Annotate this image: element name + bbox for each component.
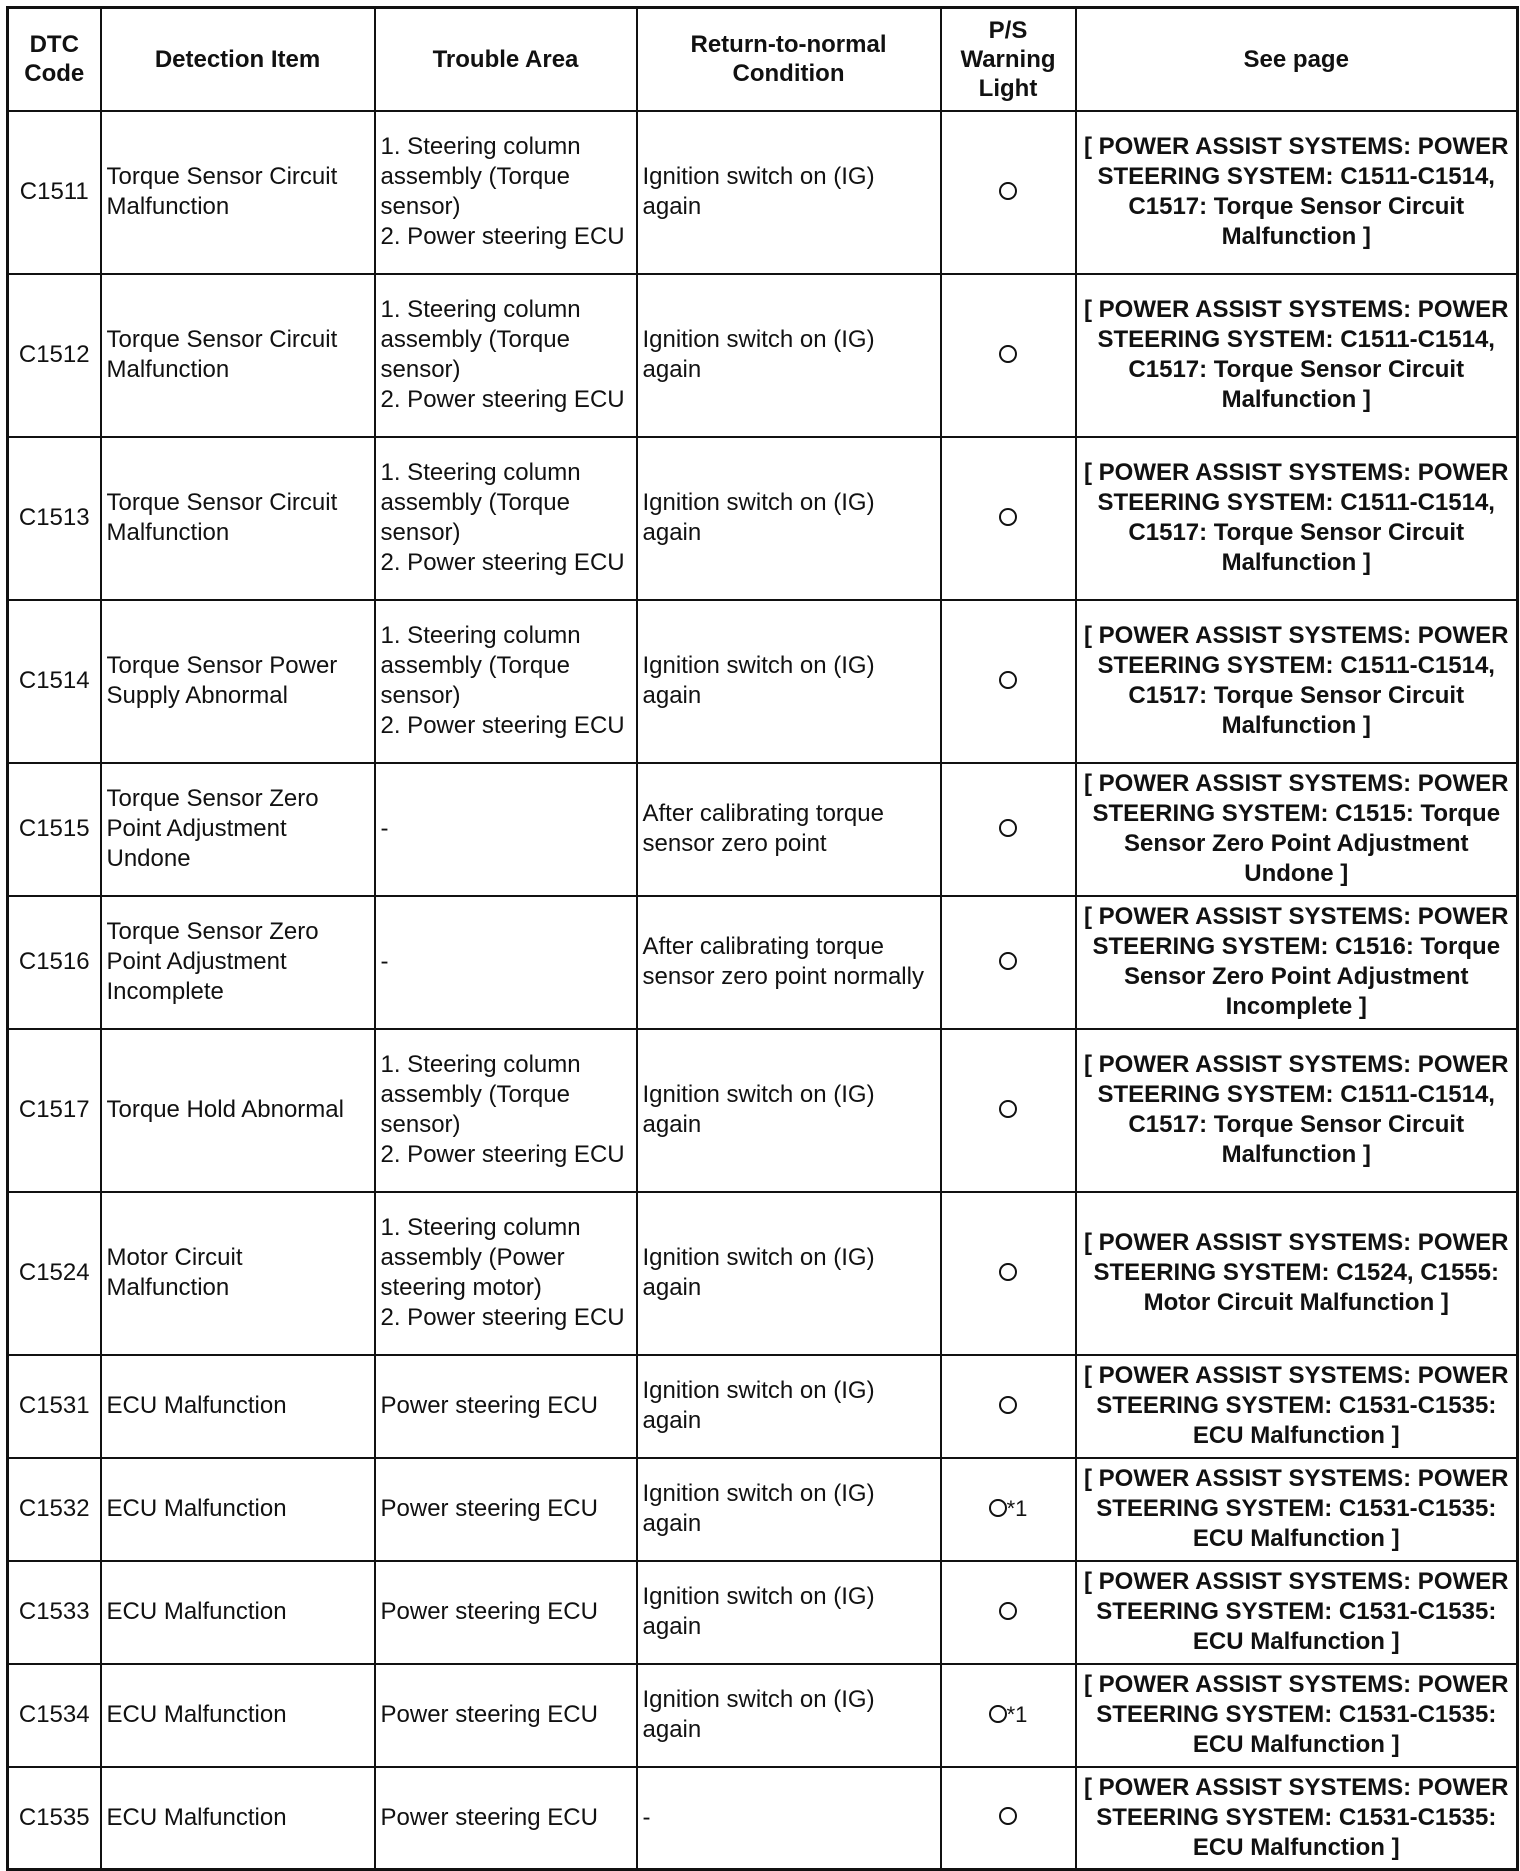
dtc-code-cell: C1531: [8, 1355, 101, 1458]
see-page-reference: [ POWER ASSIST SYSTEMS: POWER STEERING SYSTEM: C1531-C1535: ECU Malfunction ]: [1076, 1561, 1518, 1664]
see-page-reference: [ POWER ASSIST SYSTEMS: POWER STEERING SYSTEM: C1516: Torque Sensor Zero Point Adjustment Incomplete ]: [1076, 896, 1518, 1029]
warning-light-cell: [941, 763, 1076, 896]
see-page-reference: [ POWER ASSIST SYSTEMS: POWER STEERING SYSTEM: C1511-C1514, C1517: Torque Sensor Circuit Malfunction ]: [1076, 1029, 1518, 1192]
dtc-table: [6, 6, 1519, 1871]
warning-light-cell: [941, 1664, 1076, 1767]
warning-light-note: *1: [1006, 1702, 1028, 1727]
warning-light-on-icon: [999, 952, 1017, 970]
see-page-reference: [ POWER ASSIST SYSTEMS: POWER STEERING SYSTEM: C1531-C1535: ECU Malfunction ]: [1076, 1355, 1518, 1458]
return-condition-cell: Ignition switch on (IG) again: [637, 111, 941, 274]
warning-light-on-icon: [999, 182, 1017, 200]
trouble-area-cell: Power steering ECU: [375, 1561, 637, 1664]
trouble-area-cell: Power steering ECU: [375, 1767, 637, 1870]
return-condition-cell: -: [637, 1767, 941, 1870]
table-row: [8, 1355, 1518, 1458]
see-page-reference: [ POWER ASSIST SYSTEMS: POWER STEERING SYSTEM: C1531-C1535: ECU Malfunction ]: [1076, 1767, 1518, 1870]
warning-light-cell: [941, 1561, 1076, 1664]
detection-item-cell: ECU Malfunction: [101, 1767, 375, 1870]
detection-item-cell: ECU Malfunction: [101, 1458, 375, 1561]
table-row: [8, 1029, 1518, 1192]
detection-item-cell: Torque Sensor Zero Point Adjustment Incomplete: [101, 896, 375, 1029]
return-condition-cell: Ignition switch on (IG) again: [637, 1664, 941, 1767]
table-row: [8, 1664, 1518, 1767]
detection-item-cell: ECU Malfunction: [101, 1664, 375, 1767]
dtc-code-cell: C1513: [8, 437, 101, 600]
dtc-code-cell: C1517: [8, 1029, 101, 1192]
dtc-code-cell: C1511: [8, 111, 101, 274]
trouble-area-cell: 1. Steering column assembly (Torque sensor) 2. Power steering ECU: [375, 111, 637, 274]
see-page-reference: [ POWER ASSIST SYSTEMS: POWER STEERING SYSTEM: C1511-C1514, C1517: Torque Sensor Circuit Malfunction ]: [1076, 274, 1518, 437]
warning-light-on-icon: [999, 1100, 1017, 1118]
see-page-reference: [ POWER ASSIST SYSTEMS: POWER STEERING SYSTEM: C1531-C1535: ECU Malfunction ]: [1076, 1664, 1518, 1767]
warning-light-on-icon: [999, 1602, 1017, 1620]
warning-light-on-icon: [999, 508, 1017, 526]
warning-light-cell: [941, 600, 1076, 763]
see-page-reference: [ POWER ASSIST SYSTEMS: POWER STEERING SYSTEM: C1524, C1555: Motor Circuit Malfunction ]: [1076, 1192, 1518, 1355]
detection-item-cell: Torque Sensor Circuit Malfunction: [101, 274, 375, 437]
header-warning-light: P/S Warning Light: [941, 8, 1076, 111]
warning-light-cell: [941, 1355, 1076, 1458]
detection-item-cell: Motor Circuit Malfunction: [101, 1192, 375, 1355]
dtc-code-cell: C1533: [8, 1561, 101, 1664]
dtc-code-cell: C1515: [8, 763, 101, 896]
detection-item-cell: Torque Hold Abnormal: [101, 1029, 375, 1192]
see-page-reference: [ POWER ASSIST SYSTEMS: POWER STEERING SYSTEM: C1531-C1535: ECU Malfunction ]: [1076, 1458, 1518, 1561]
warning-light-note: *1: [1006, 1496, 1028, 1521]
warning-light-on-icon: [999, 819, 1017, 837]
table-row: [8, 274, 1518, 437]
trouble-area-cell: 1. Steering column assembly (Torque sensor) 2. Power steering ECU: [375, 437, 637, 600]
table-row: [8, 896, 1518, 1029]
see-page-reference: [ POWER ASSIST SYSTEMS: POWER STEERING SYSTEM: C1511-C1514, C1517: Torque Sensor Circuit Malfunction ]: [1076, 600, 1518, 763]
warning-light-cell: [941, 896, 1076, 1029]
detection-item-cell: ECU Malfunction: [101, 1355, 375, 1458]
warning-light-cell: [941, 111, 1076, 274]
warning-light-cell: [941, 1029, 1076, 1192]
table-row: [8, 111, 1518, 274]
header-detection-item: Detection Item: [101, 8, 375, 111]
warning-light-on-icon: [999, 1396, 1017, 1414]
header-dtc-code: DTC Code: [8, 8, 101, 111]
warning-light-cell: [941, 274, 1076, 437]
trouble-area-cell: 1. Steering column assembly (Torque sensor) 2. Power steering ECU: [375, 1029, 637, 1192]
dtc-code-cell: C1524: [8, 1192, 101, 1355]
warning-light-on-icon: [989, 1499, 1007, 1517]
dtc-code-cell: C1512: [8, 274, 101, 437]
trouble-area-cell: 1. Steering column assembly (Power steering motor) 2. Power steering ECU: [375, 1192, 637, 1355]
see-page-reference: [ POWER ASSIST SYSTEMS: POWER STEERING SYSTEM: C1515: Torque Sensor Zero Point Adjustment Undone ]: [1076, 763, 1518, 896]
dtc-code-cell: C1535: [8, 1767, 101, 1870]
dtc-code-cell: C1514: [8, 600, 101, 763]
return-condition-cell: Ignition switch on (IG) again: [637, 1192, 941, 1355]
table-row: [8, 1458, 1518, 1561]
return-condition-cell: Ignition switch on (IG) again: [637, 1561, 941, 1664]
trouble-area-cell: -: [375, 896, 637, 1029]
return-condition-cell: Ignition switch on (IG) again: [637, 437, 941, 600]
return-condition-cell: Ignition switch on (IG) again: [637, 1029, 941, 1192]
detection-item-cell: Torque Sensor Circuit Malfunction: [101, 437, 375, 600]
return-condition-cell: After calibrating torque sensor zero point: [637, 763, 941, 896]
table-row: [8, 1767, 1518, 1870]
dtc-code-cell: C1534: [8, 1664, 101, 1767]
return-condition-cell: Ignition switch on (IG) again: [637, 1355, 941, 1458]
header-trouble-area: Trouble Area: [375, 8, 637, 111]
table-row: [8, 437, 1518, 600]
dtc-code-cell: C1532: [8, 1458, 101, 1561]
warning-light-cell: [941, 1458, 1076, 1561]
warning-light-on-icon: [999, 1263, 1017, 1281]
warning-light-on-icon: [999, 671, 1017, 689]
see-page-reference: [ POWER ASSIST SYSTEMS: POWER STEERING SYSTEM: C1511-C1514, C1517: Torque Sensor Circuit Malfunction ]: [1076, 111, 1518, 274]
return-condition-cell: Ignition switch on (IG) again: [637, 274, 941, 437]
trouble-area-cell: Power steering ECU: [375, 1355, 637, 1458]
see-page-reference: [ POWER ASSIST SYSTEMS: POWER STEERING SYSTEM: C1511-C1514, C1517: Torque Sensor Circuit Malfunction ]: [1076, 437, 1518, 600]
trouble-area-cell: 1. Steering column assembly (Torque sensor) 2. Power steering ECU: [375, 600, 637, 763]
detection-item-cell: Torque Sensor Zero Point Adjustment Undone: [101, 763, 375, 896]
detection-item-cell: ECU Malfunction: [101, 1561, 375, 1664]
warning-light-cell: [941, 1192, 1076, 1355]
detection-item-cell: Torque Sensor Power Supply Abnormal: [101, 600, 375, 763]
table-row: [8, 1192, 1518, 1355]
warning-light-on-icon: [999, 1807, 1017, 1825]
warning-light-on-icon: [989, 1705, 1007, 1723]
trouble-area-cell: 1. Steering column assembly (Torque sensor) 2. Power steering ECU: [375, 274, 637, 437]
warning-light-on-icon: [999, 345, 1017, 363]
header-return-condition: Return-to-normal Condition: [637, 8, 941, 111]
table-row: [8, 1561, 1518, 1664]
detection-item-cell: Torque Sensor Circuit Malfunction: [101, 111, 375, 274]
return-condition-cell: After calibrating torque sensor zero point normally: [637, 896, 941, 1029]
return-condition-cell: Ignition switch on (IG) again: [637, 600, 941, 763]
trouble-area-cell: Power steering ECU: [375, 1664, 637, 1767]
dtc-code-cell: C1516: [8, 896, 101, 1029]
trouble-area-cell: Power steering ECU: [375, 1458, 637, 1561]
return-condition-cell: Ignition switch on (IG) again: [637, 1458, 941, 1561]
warning-light-cell: [941, 437, 1076, 600]
warning-light-cell: [941, 1767, 1076, 1870]
header-row: [8, 8, 1518, 111]
table-row: [8, 600, 1518, 763]
table-row: [8, 763, 1518, 896]
trouble-area-cell: -: [375, 763, 637, 896]
header-see-page: See page: [1076, 8, 1518, 111]
